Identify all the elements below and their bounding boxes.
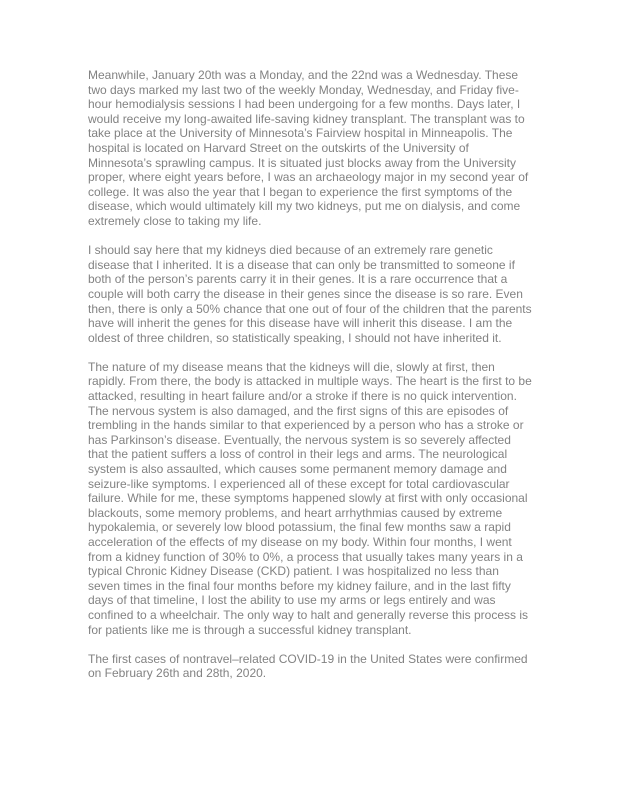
- paragraph-genetic-disease: I should say here that my kidneys died because of an extremely rare genetic disease that I inherited. It is a disease that can only be transmitted to someone if both of the person’s parents carry it in their genes. It is a rare occurrence that a couple will both carry the disease in their genes since the disease is so rare. Even then, there is only a 50% chance that one out of four of the children that the parents have will inherit the genes for this disease have will inherit this disease. I am the oldest of three children, so statistically speaking, I should not have inherited it.: [88, 243, 532, 345]
- document-text-block: [88, 68, 532, 681]
- paragraph-disease-progression: The nature of my disease means that the kidneys will die, slowly at first, then rapidly. From there, the body is attacked in multiple ways. The heart is the first to be attacked, resulting in heart failure and/or a stroke if there is no quick intervention. The nervous system is also damaged, and the first signs of this are episodes of trembling in the hands similar to that experienced by a person who has a stroke or has Parkinson’s disease. Eventually, the nervous system is so severely affected that the patient suffers a loss of control in their legs and arms. The neurological system is also assaulted, which causes some permanent memory damage and seizure-like symptoms. I experienced all of these except for total cardiovascular failure. While for me, these symptoms happened slowly at first with only occasional blackouts, some memory problems, and heart arrhythmias caused by extreme hypokalemia, or severely low blood potassium, the final few months saw a rapid acceleration of the effects of my disease on my body. Within four months, I went from a kidney function of 30% to 0%, a process that usually takes many years in a typical Chronic Kidney Disease (CKD) patient. I was hospitalized no less than seven times in the final four months before my kidney failure, and in the last fifty days of that timeline, I lost the ability to use my arms or legs entirely and was confined to a wheelchair. The only way to halt and generally reverse this process is for patients like me is through a successful kidney transplant.: [88, 359, 532, 637]
- paragraph-dialysis-transplant: Meanwhile, January 20th was a Monday, and the 22nd was a Wednesday. These two days marked my last two of the weekly Monday, Wednesday, and Friday five-hour hemodialysis sessions I had been undergoing for a few months. Days later, I would receive my long-awaited life-saving kidney transplant. The transplant was to take place at the University of Minnesota’s Fairview hospital in Minneapolis. The hospital is located on Harvard Street on the outskirts of the University of Minnesota’s sprawling campus. It is situated just blocks away from the University proper, where eight years before, I was an archaeology major in my second year of college. It was also the year that I began to experience the first symptoms of the disease, which would ultimately kill my two kidneys, put me on dialysis, and come extremely close to taking my life.: [88, 68, 529, 228]
- paragraph-covid-cases: The first cases of nontravel–related COVID-19 in the United States were confirmed on February 26th and 28th, 2020.: [88, 651, 528, 681]
